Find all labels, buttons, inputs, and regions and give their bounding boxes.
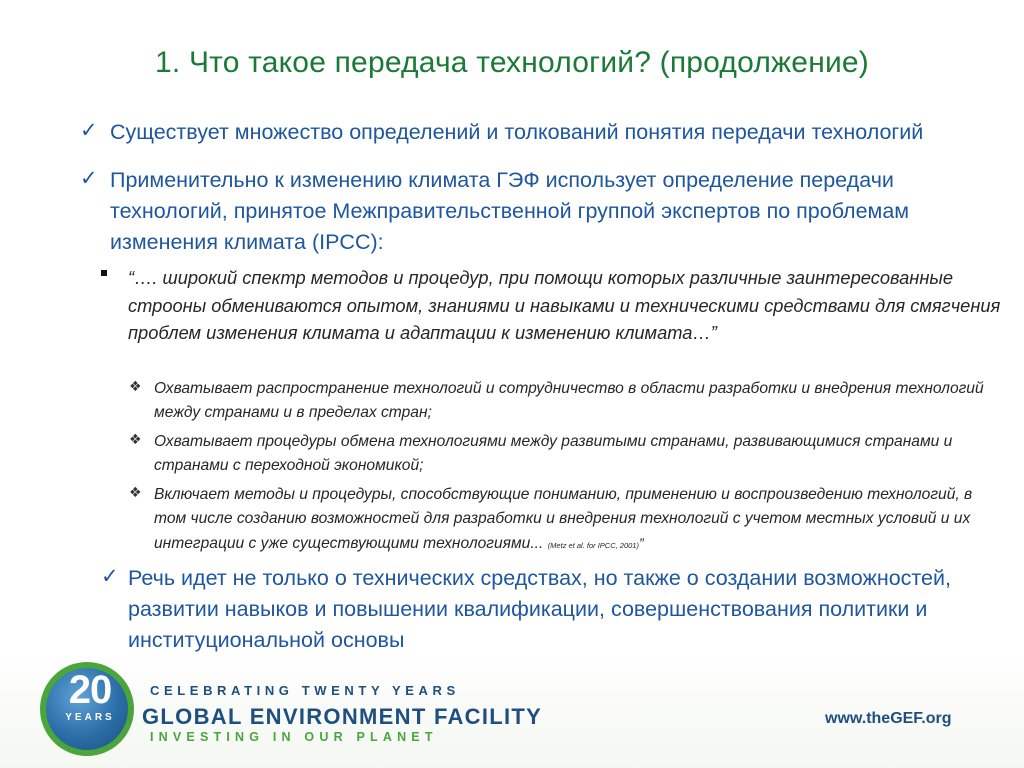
checkmark-icon: ✓ <box>101 565 119 588</box>
tagline: INVESTING IN OUR PLANET <box>150 730 438 744</box>
slide-title: 1. Что такое передача технологий? (продолжение) <box>154 46 869 79</box>
sub-bullet-methods <box>154 483 1004 558</box>
diamond-bullet-icon: ❖ <box>129 484 142 500</box>
checkmark-icon: ✓ <box>80 119 98 142</box>
closing-quote: ” <box>638 535 644 551</box>
logo-years-label: YEARS <box>65 712 115 723</box>
diamond-bullet-icon: ❖ <box>129 378 142 394</box>
diamond-bullet-icon: ❖ <box>129 431 142 447</box>
bullet-definitions: Существует множество определений и толкований понятия передачи технологий <box>110 120 924 144</box>
bullet-ipcc-definition: Применительно к изменению климата ГЭФ использует определение передачи технологий, принятое Межправительственной группой экспертов по проблемам изменения климата (IPCC): <box>110 168 910 254</box>
sub-bullet-exchange: Охватывает процедуры обмена технологиями между развитыми странами, развивающимися странами и странами с переходной экономикой; <box>154 433 953 474</box>
logo-number: 20 <box>68 668 112 712</box>
citation: (Metz et al. for IPCC, 2001) <box>547 541 639 550</box>
organization-name: GLOBAL ENVIRONMENT FACILITY <box>142 704 543 729</box>
sub-bullet-methods-text: Включает методы и процедуры, способствующие пониманию, применению и воспроизведению технологий, в том числе созданию возможностей для разработки и внедрения технологий с учетом местных условий и их интеграции с уже существующими технологиями... <box>154 486 973 552</box>
ipcc-quote: “…. широкий спектр методов и процедур, при помощи которых различные заинтересованные строоны обмениваются опытом, знаниями и навыками и техническими средствами для смягчения проблем изменения климата и адаптации к изменению климата…” <box>128 267 1001 343</box>
bullet-capacity-building: Речь идет не только о технических средствах, но также о создании возможностей, развитии навыков и повышении квалификации, совершенствования политики и институциональной основы <box>128 566 951 652</box>
square-bullet-icon <box>101 270 107 276</box>
checkmark-icon: ✓ <box>80 167 98 190</box>
sub-bullet-dissemination: Охватывает распространение технологий и сотрудничество в области разработки и внедрения технологий между странами и в пределах стран; <box>154 380 984 421</box>
website-url: www.theGEF.org <box>825 710 952 727</box>
celebrating-text: CELEBRATING TWENTY YEARS <box>150 683 460 698</box>
